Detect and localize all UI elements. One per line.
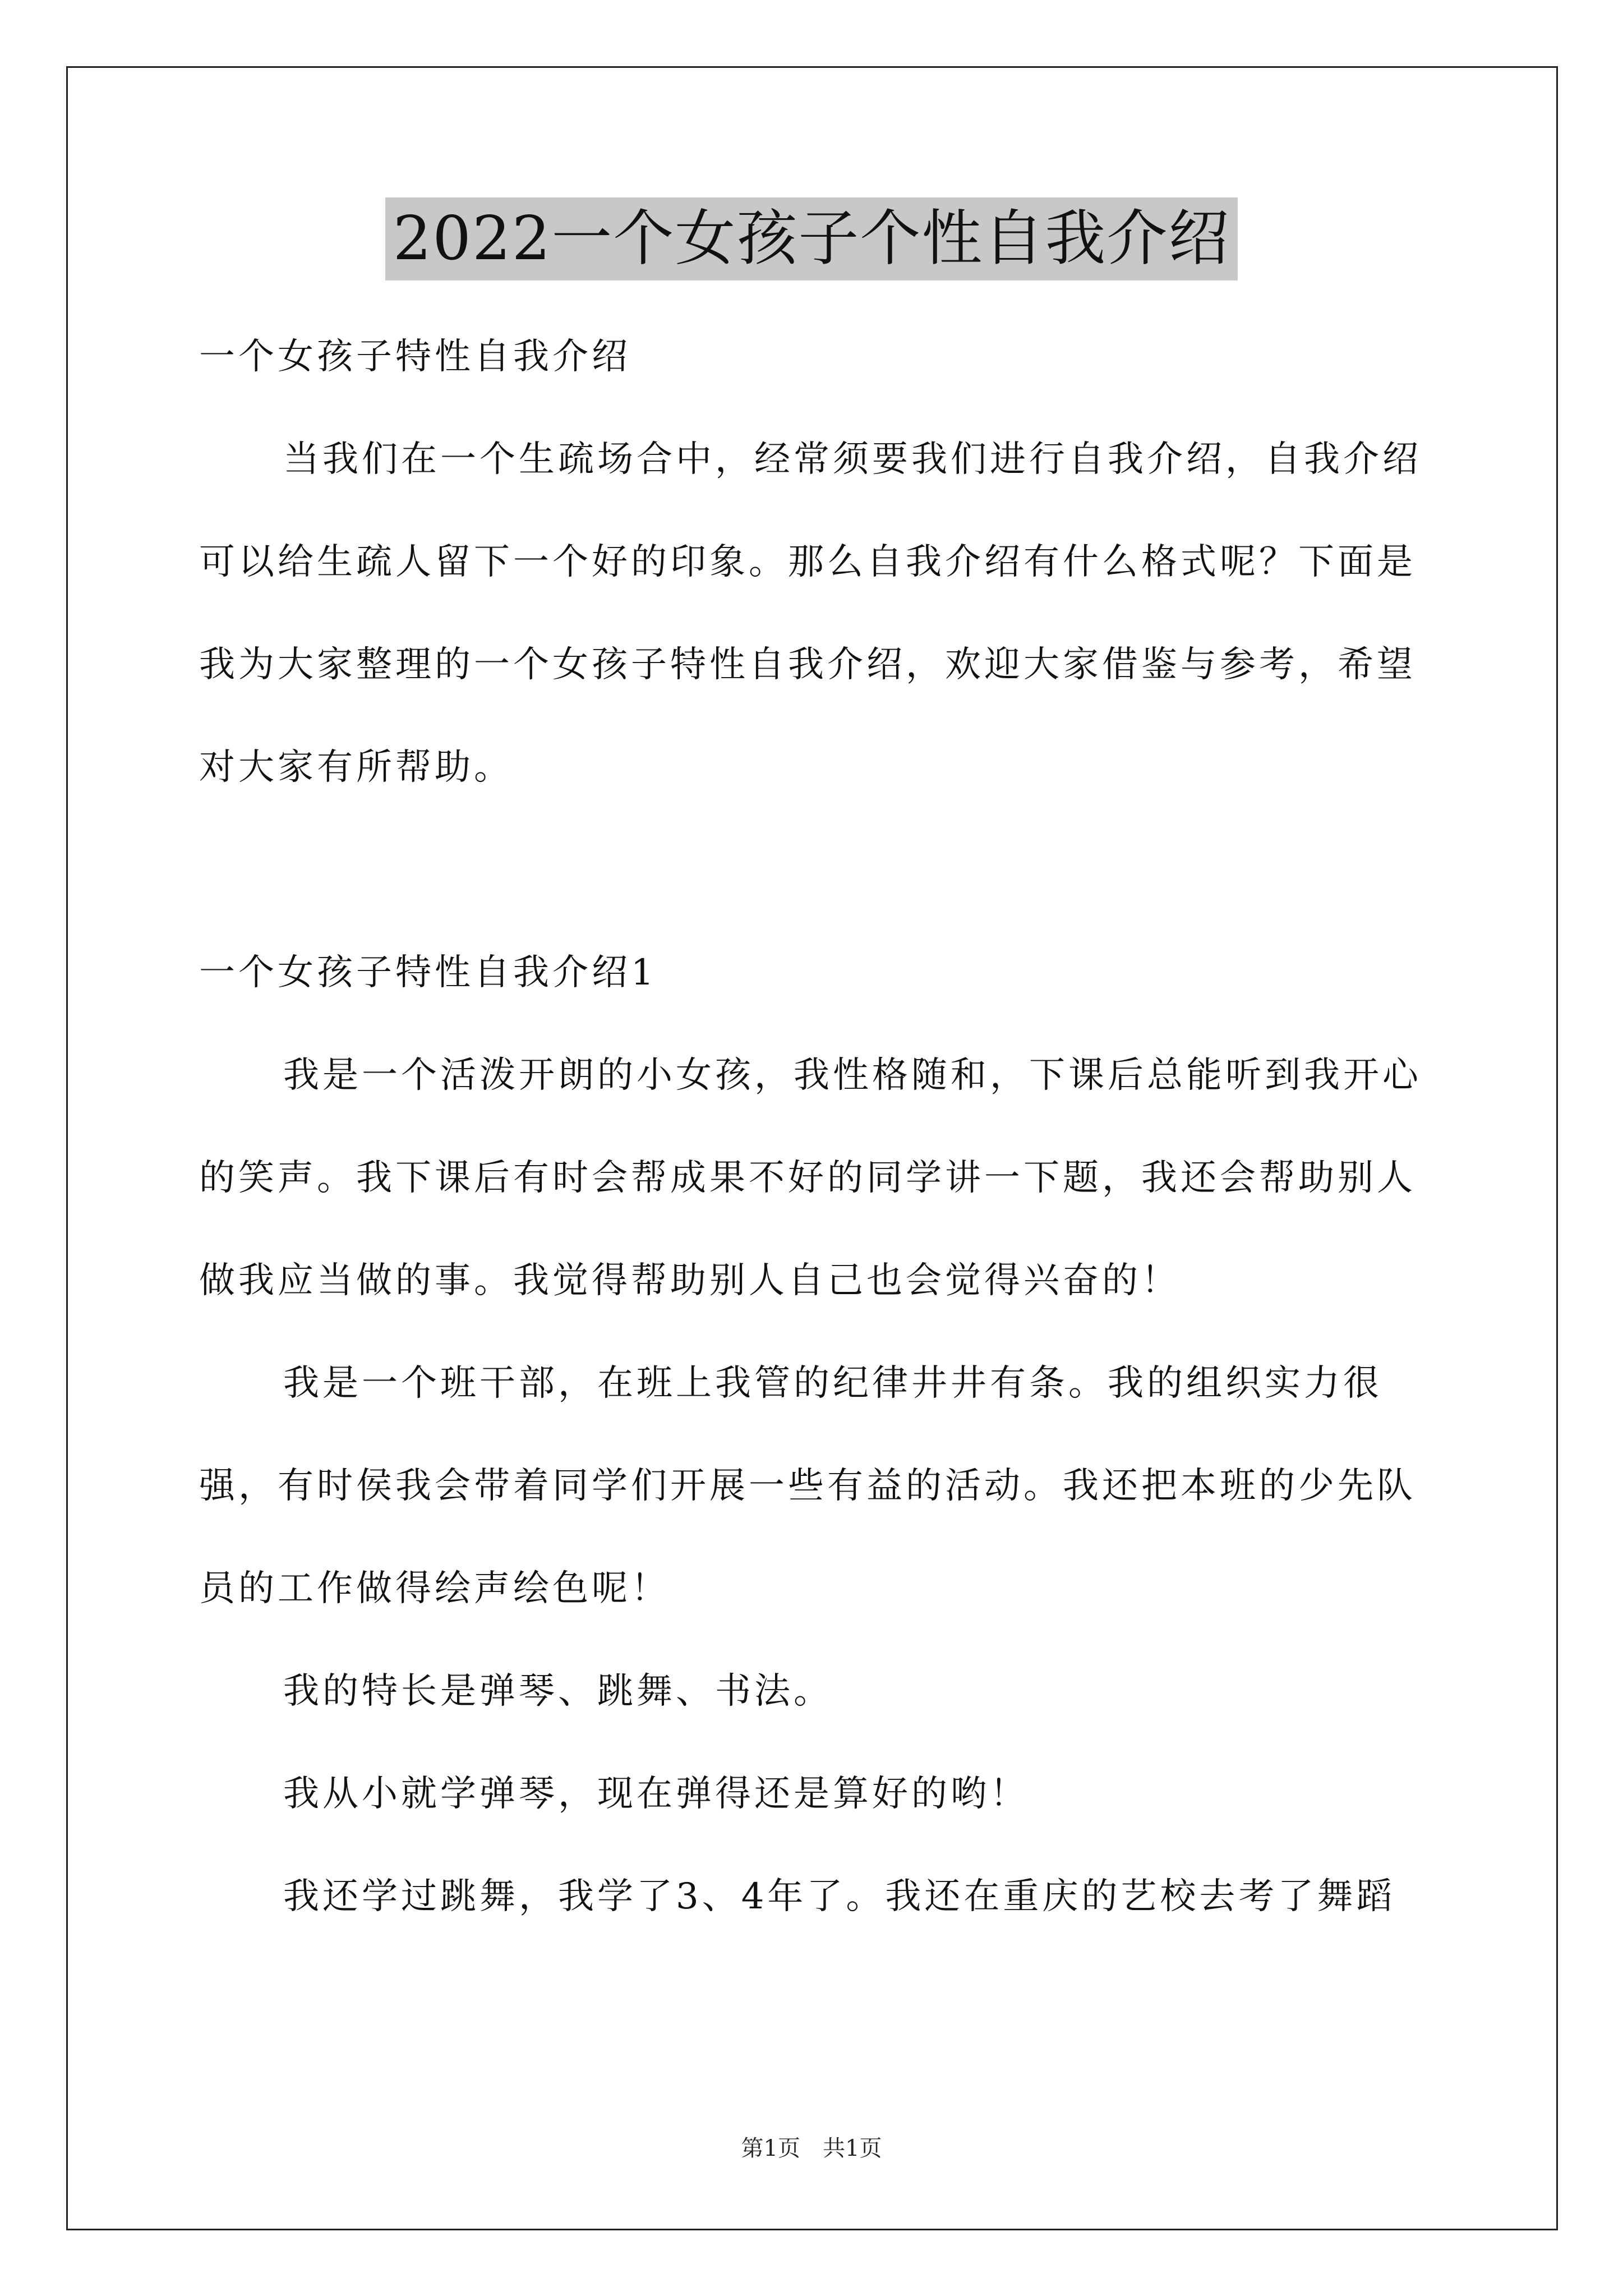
section-heading: 一个女孩子特性自我介绍: [199, 336, 631, 378]
document-title: 2022一个女孩子个性自我介绍: [385, 197, 1238, 280]
body-paragraph: 我是一个班干部，在班上我管的纪律井井有条。我的组织实力很强，有时侯我会带着同学们开展一些有益的活动。我还把本班的少先队员的工作做得绘声绘色呢！: [199, 1363, 1416, 1609]
body-paragraph: 我还学过跳舞，我学了3、4年了。我还在重庆的艺校去考了舞蹈: [283, 1876, 1396, 1917]
page-number: 第1页 共1页: [741, 2136, 882, 2161]
body-paragraph: 我从小就学弹琴，现在弹得还是算好的哟！: [283, 1773, 1029, 1815]
section-heading-1: 一个女孩子特性自我介绍1: [199, 952, 657, 993]
page-footer: [0, 2132, 1623, 2165]
title-container: [0, 197, 1623, 280]
paragraph-spacer: [199, 819, 1444, 922]
intro-paragraph: 当我们在一个生疏场合中，经常须要我们进行自我介绍，自我介绍可以给生疏人留下一个好的印象。那么自我介绍有什么格式呢？下面是我为大家整理的一个女孩子特性自我介绍，欢迎大家借鉴与参考，希望对大家有所帮助。: [199, 439, 1422, 788]
document-body: [199, 306, 1444, 1948]
body-paragraph: 我是一个活泼开朗的小女孩，我性格随和，下课后总能听到我开心的笑声。我下课后有时会帮成果不好的同学讲一下题，我还会帮助别人做我应当做的事。我觉得帮助别人自己也会觉得兴奋的！: [199, 1055, 1422, 1301]
body-paragraph: 我的特长是弹琴、跳舞、书法。: [283, 1671, 833, 1712]
